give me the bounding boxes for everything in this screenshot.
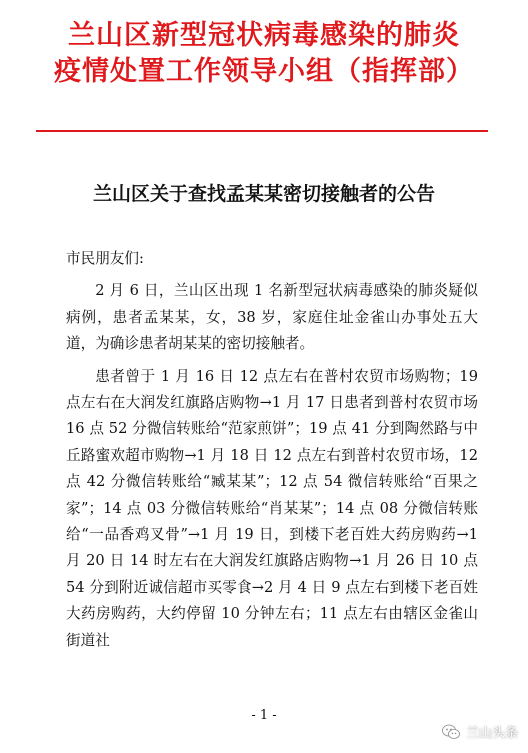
watermark-text: 兰山头条 <box>465 726 518 741</box>
paragraph-2: 患者曾于 1 月 16 日 12 点左右在普村农贸市场购物；19 点左右在大润发红旗路店购物→1 月 17 日患者到普村农贸市场 16 点 52 分微信转账给“范家煎饼”；19 点 41 分到陶然路与中丘路蜜欢超市购物→1 月 18 日 12 点左右到普村农贸市场，12 点 42 分微信转账给“臧某某”；12 点 54 微信转账给“百果之家”；14 点 03 分微信转账给“肖某某”；14 点 08 分微信转账给“一品香鸡叉骨”→1 月 19 日，到楼下老百姓大药房购药→1 月 20 日 14 时左右在大润发红旗路店购物→1 月 26 日 10 点 54 分到附近诚信超市买零食→2 月 4 日 9 点左右到楼下老百姓大药房购药，大约停留 10 分钟左右；11 点左右由辖区金雀山街道社 <box>66 367 478 649</box>
header-line-1: 兰山区新型冠状病毒感染的肺炎 <box>68 20 460 51</box>
announcement-title: 兰山区关于查找孟某某密切接触者的公告 <box>92 183 435 205</box>
salutation: 市民朋友们: <box>66 250 144 267</box>
header-divider <box>36 130 488 132</box>
announcement-body <box>66 246 478 654</box>
source-watermark <box>442 722 518 741</box>
paragraph-1: 2 月 6 日，兰山区出现 1 名新型冠状病毒感染的肺炎疑似病例，患者孟某某，女，38 岁，家庭住址金雀山办事处五大道，为确诊患者胡某某的密切接触者。 <box>66 282 478 353</box>
page-number: - 1 - <box>251 708 277 723</box>
header-line-2: 疫情处置工作领导小组（指挥部） <box>54 56 474 87</box>
wechat-icon <box>442 724 460 740</box>
document-header <box>0 18 528 90</box>
